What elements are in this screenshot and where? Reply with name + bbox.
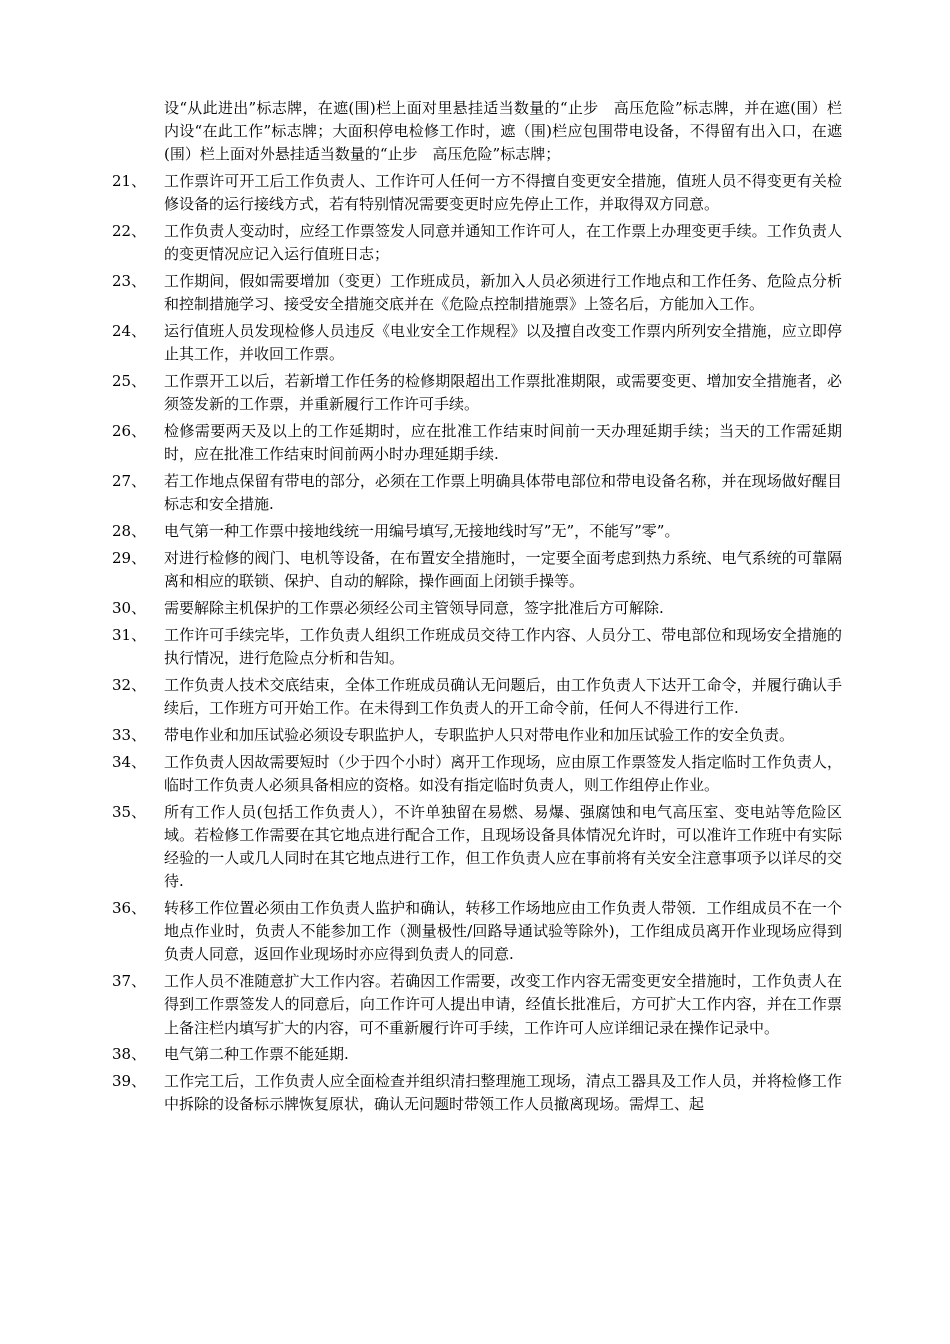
item-text: 工作负责人技术交底结束，全体工作班成员确认无问题后，由工作负责人下达开工命令，并履行确认手续后，工作班方可开始工作。在未得到工作负责人的开工命令前，任何人不得进行工作. bbox=[164, 675, 842, 717]
list-item bbox=[112, 801, 842, 894]
list-item bbox=[112, 470, 842, 516]
item-text: 对进行检修的阀门、电机等设备，在布置安全措施时，一定要全面考虑到热力系统、电气系统的可靠隔离和相应的联锁、保护、自动的解除，操作画面上闭锁手操等。 bbox=[164, 549, 842, 591]
item-number: 28、 bbox=[112, 522, 147, 541]
list-item bbox=[112, 1043, 842, 1066]
item-text: 运行值班人员发现检修人员违反《电业安全工作规程》以及擅自改变工作票内所列安全措施，应立即停止其工作，并收回工作票。 bbox=[164, 322, 842, 364]
item-text: 工作完工后，工作负责人应全面检查并组织清扫整理施工现场，清点工器具及工作人员，并将检修工作中拆除的设备标示牌恢复原状，确认无问题时带领工作人员撤离现场。需焊工、起 bbox=[164, 1072, 842, 1114]
list-item bbox=[112, 674, 842, 720]
item-number: 33、 bbox=[112, 725, 147, 744]
item-number: 22、 bbox=[112, 222, 147, 241]
list-item bbox=[112, 1070, 842, 1116]
item-text: 电气第一种工作票中接地线统一用编号填写,无接地线时写”无”，不能写”零”。 bbox=[164, 522, 680, 541]
list-item bbox=[112, 320, 842, 366]
item-text: 需要解除主机保护的工作票必须经公司主管领导同意，签字批准后方可解除. bbox=[164, 599, 664, 617]
list-item bbox=[112, 547, 842, 593]
item-number: 35、 bbox=[112, 802, 147, 821]
list-item bbox=[112, 220, 842, 266]
item-number: 23、 bbox=[112, 272, 147, 291]
item-text: 工作负责人因故需要短时（少于四个小时）离开工作现场，应由原工作票签发人指定临时工作负责人，临时工作负责人必须具备相应的资格。如没有指定临时负责人，则工作组停止作业。 bbox=[164, 752, 842, 794]
item-text: 带电作业和加压试验必须设专职监护人，专职监护人只对带电作业和加压试验工作的安全负责。 bbox=[164, 725, 795, 744]
item-text: 工作票开工以后，若新增工作任务的检修期限超出工作票批准期限，或需要变更、增加安全措施者，必须签发新的工作票，并重新履行工作许可手续。 bbox=[164, 372, 842, 414]
item-text: 工作许可手续完毕，工作负责人组织工作班成员交待工作内容、人员分工、带电部位和现场安全措施的执行情况，进行危险点分析和告知。 bbox=[164, 625, 842, 667]
list-item bbox=[112, 370, 842, 416]
item-text: 电气第二种工作票不能延期. bbox=[164, 1045, 349, 1064]
item-text: 转移工作位置必须由工作负责人监护和确认，转移工作场地应由工作负责人带领．工作组成员不在一个地点作业时，负责人不能参加工作（测量极性/回路导通试验等除外)，工作组成员离开作业现场应得到负责人同意，返回作业现场时亦应得到负责人的同意. bbox=[164, 899, 842, 964]
item-number: 37、 bbox=[112, 972, 147, 991]
item-text: 工作负责人变动时，应经工作票签发人同意并通知工作许可人，在工作票上办理变更手续。工作负责人的变更情况应记入运行值班日志； bbox=[164, 222, 842, 264]
item-number: 25、 bbox=[112, 372, 147, 391]
item-number: 36、 bbox=[112, 899, 147, 917]
list-item bbox=[112, 270, 842, 316]
item-text: 检修需要两天及以上的工作延期时，应在批准工作结束时间前一天办理延期手续；当天的工作需延期时，应在批准工作结束时间前两小时办理延期手续. bbox=[164, 422, 842, 464]
list-item bbox=[112, 170, 842, 216]
item-text: 工作票许可开工后工作负责人、工作许可人任何一方不得擅自变更安全措施，值班人员不得变更有关检修设备的运行接线方式，若有特别情况需要变更时应先停止工作，并取得双方同意。 bbox=[164, 172, 842, 214]
item-number: 32、 bbox=[112, 675, 147, 694]
list-item bbox=[112, 970, 842, 1040]
item-number: 30、 bbox=[112, 599, 147, 617]
item-number: 21、 bbox=[112, 172, 147, 191]
item-number: 29、 bbox=[112, 549, 147, 567]
item-number: 38、 bbox=[112, 1045, 147, 1064]
item-number: 34、 bbox=[112, 752, 147, 771]
item-text: 工作期间，假如需要增加（变更）工作班成员，新加入人员必须进行工作地点和工作任务、危险点分析和控制措施学习、接受安全措施交底并在《危险点控制措施票》上签名后，方能加入工作。 bbox=[164, 272, 842, 314]
item-number: 31、 bbox=[112, 625, 147, 644]
list-item bbox=[112, 724, 842, 747]
item-text: 所有工作人员(包括工作负责人），不许单独留在易燃、易爆、强腐蚀和电气高压室、变电站等危险区域。若检修工作需要在其它地点进行配合工作，且现场设备具体情况允许时，可以准许工作班中有实际经验的一人或几人同时在其它地点进行工作，但工作负责人应在事前将有关安全注意事项予以详尽的交待. bbox=[164, 802, 842, 891]
numbered-list bbox=[112, 170, 842, 1116]
item-number: 24、 bbox=[112, 322, 147, 341]
list-item bbox=[112, 520, 842, 543]
continuation-paragraph: 设“从此进出”标志牌，在遮(围)栏上面对里悬挂适当数量的“止步 高压危险”标志牌，并在遮(围）栏内设“在此工作”标志牌；大面积停电检修工作时，遮（围)栏应包围带电设备，不得留有出入口，在遮(围）栏上面对外悬挂适当数量的“止步 高压危险”标志牌； bbox=[164, 99, 842, 164]
item-text: 工作人员不准随意扩大工作内容。若确因工作需要，改变工作内容无需变更安全措施时，工作负责人在得到工作票签发人的同意后，向工作许可人提出申请，经值长批准后，方可扩大工作内容，并在工作票上备注栏内填写扩大的内容，可不重新履行许可手续，工作许可人应详细记录在操作记录中。 bbox=[164, 972, 842, 1037]
item-number: 26、 bbox=[112, 422, 147, 441]
list-item bbox=[112, 897, 842, 967]
list-item bbox=[112, 420, 842, 466]
item-text: 若工作地点保留有带电的部分，必须在工作票上明确具体带电部位和带电设备名称，并在现场做好醒目标志和安全措施. bbox=[164, 472, 842, 514]
list-item bbox=[112, 751, 842, 797]
list-item bbox=[112, 597, 842, 620]
item-number: 39、 bbox=[112, 1072, 147, 1091]
document-body bbox=[112, 97, 842, 1120]
list-item bbox=[112, 624, 842, 670]
item-number: 27、 bbox=[112, 472, 147, 491]
